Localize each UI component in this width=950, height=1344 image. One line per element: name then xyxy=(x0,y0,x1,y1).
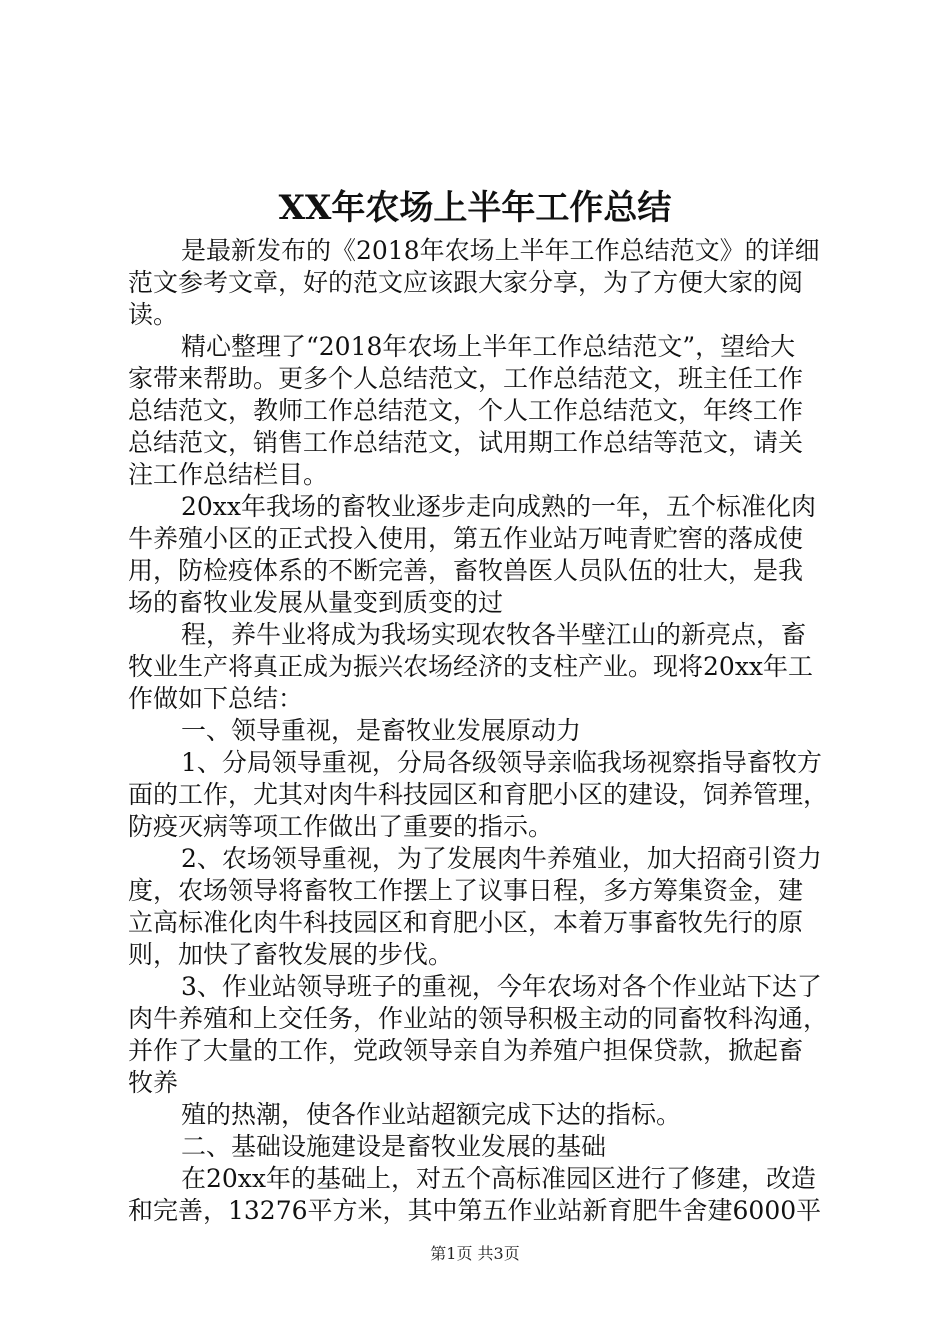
page-number-footer: 第1页 共3页 xyxy=(430,1244,520,1263)
body-line: 牛养殖小区的正式投入使用，第五作业站万吨青贮窖的落成使 xyxy=(128,524,804,553)
body-line: 用，防检疫体系的不断完善，畜牧兽医人员队伍的壮大，是我 xyxy=(128,556,804,585)
body-line: 读。 xyxy=(128,300,179,329)
body-line: 20xx年我场的畜牧业逐步走向成熟的一年，五个标准化肉 xyxy=(181,492,817,521)
body-line: 是最新发布的《2018年农场上半年工作总结范文》的详细 xyxy=(181,236,820,265)
body-line: 范文参考文章，好的范文应该跟大家分享，为了方便大家的阅 xyxy=(128,268,804,297)
body-line: 总结范文，销售工作总结范文，试用期工作总结等范文，请关 xyxy=(128,428,804,457)
body-line: 立高标准化肉牛科技园区和育肥小区，本着万事畜牧先行的原 xyxy=(128,908,804,937)
body-line: 并作了大量的工作，党政领导亲自为养殖户担保贷款，掀起畜 xyxy=(128,1036,804,1065)
body-line: 则，加快了畜牧发展的步伐。 xyxy=(128,940,454,969)
section-heading: 一、领导重视，是畜牧业发展原动力 xyxy=(181,716,582,745)
body-line: 3、作业站领导班子的重视，今年农场对各个作业站下达了 xyxy=(181,972,822,1001)
body-line: 注工作总结栏目。 xyxy=(128,460,329,489)
body-line: 面的工作，尤其对肉牛科技园区和育肥小区的建设，饲养管理， xyxy=(128,780,829,809)
body-line: 殖的热潮，使各作业站超额完成下达的指标。 xyxy=(181,1100,682,1129)
body-line: 家带来帮助。更多个人总结范文，工作总结范文，班主任工作 xyxy=(128,364,804,393)
document-title: XX年农场上半年工作总结 xyxy=(278,188,672,228)
body-line: 总结范文，教师工作总结范文，个人工作总结范文，年终工作 xyxy=(128,396,804,425)
body-line: 牧业生产将真正成为振兴农场经济的支柱产业。现将20xx年工 xyxy=(128,652,814,681)
body-line: 牧养 xyxy=(128,1068,179,1097)
section-heading: 二、基础设施建设是畜牧业发展的基础 xyxy=(181,1132,607,1161)
body-line: 和完善，13276平方米，其中第五作业站新育肥牛舍建6000平 xyxy=(128,1196,822,1225)
body-line: 肉牛养殖和上交任务，作业站的领导积极主动的同畜牧科沟通， xyxy=(128,1004,829,1033)
body-line: 场的畜牧业发展从量变到质变的过 xyxy=(128,588,504,617)
body-line: 度，农场领导将畜牧工作摆上了议事日程，多方筹集资金，建 xyxy=(128,876,804,905)
body-line: 在20xx年的基础上，对五个高标准园区进行了修建，改造 xyxy=(181,1164,817,1193)
body-line: 精心整理了“2018年农场上半年工作总结范文”，望给大 xyxy=(181,332,796,361)
body-line: 1、分局领导重视，分局各级领导亲临我场视察指导畜牧方 xyxy=(181,748,822,777)
body-line: 程，养牛业将成为我场实现农牧各半壁江山的新亮点，畜 xyxy=(181,620,807,649)
body-line: 作做如下总结： xyxy=(128,684,304,713)
body-line: 2、农场领导重视，为了发展肉牛养殖业，加大招商引资力 xyxy=(181,844,822,873)
body-line: 防疫灭病等项工作做出了重要的指示。 xyxy=(128,812,554,841)
